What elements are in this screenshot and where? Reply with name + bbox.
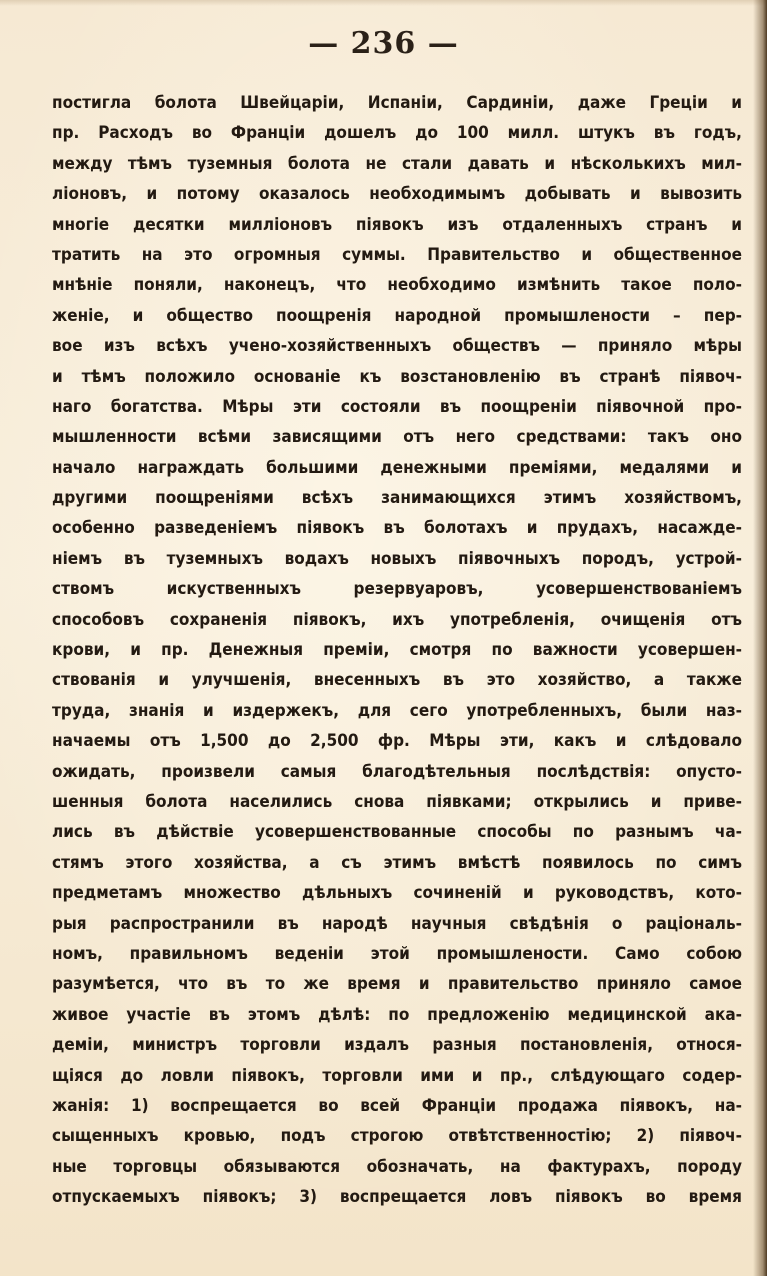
text-line: другими поощреніями всѣхъ занимающихся этимъ хозяйствомъ, — [52, 488, 742, 509]
text-line: стямъ этого хозяйства, а съ этимъ вмѣстѣ появилось по симъ — [52, 852, 742, 873]
text-line: способовъ сохраненія піявокъ, ихъ употребленія, очищенія отъ — [52, 609, 742, 630]
text-line: мнѣніе поняли, наконецъ, что необходимо измѣнить такое поло- — [52, 275, 742, 296]
text-line: щіяся до ловли піявокъ, торговли ими и пр., слѣдующаго содер- — [52, 1065, 742, 1086]
text-line: ные торговцы обязываются обозначать, на фактурахъ, породу — [52, 1156, 742, 1177]
text-line: предметамъ множество дѣльныхъ сочиненій и руководствъ, кото- — [52, 883, 742, 904]
text-line: ствованія и улучшенія, внесенныхъ въ это хозяйство, а также — [52, 670, 742, 691]
page-binding-edge — [753, 0, 767, 1276]
text-line: номъ, правильномъ веденіи этой промышлености. Само собою — [52, 943, 742, 964]
text-line: жанія: 1) воспрещается во всей Франціи продажа піявокъ, на- — [52, 1095, 742, 1116]
text-line: труда, знанія и издержекъ, для сего употребленныхъ, были наз- — [52, 700, 742, 721]
text-line: постигла болота Швейцаріи, Испаніи, Сардиніи, даже Греціи и — [52, 93, 742, 113]
text-line: ніемъ въ туземныхъ водахъ новыхъ піявочныхъ породъ, устрой- — [52, 548, 742, 569]
text-line: шенныя болота населились снова піявками; открылись и приве- — [52, 791, 742, 812]
text-line: сыщенныхъ кровью, подъ строгою отвѣтственностію; 2) піявоч- — [52, 1126, 742, 1147]
text-line: рыя распространили въ народѣ научныя свѣдѣнія о раціональ- — [52, 913, 742, 934]
page-number: — 236 — — [308, 26, 459, 61]
text-line: мышленности всѣми зависящими отъ него средствами: такъ оно — [52, 427, 742, 448]
text-line: наго богатства. Мѣры эти состояли въ поощреніи піявочной про- — [52, 396, 742, 417]
text-line: женіе, и общество поощренія народной промышлености – пер- — [52, 305, 742, 326]
text-line: разумѣется, что въ то же время и правительство приняло самое — [52, 974, 742, 995]
text-line: пр. Расходъ во Франціи дошелъ до 100 милл. штукъ въ годъ, — [52, 123, 742, 144]
text-line: и тѣмъ положило основаніе къ возстановленію въ странѣ піявоч- — [52, 366, 742, 387]
text-line: лись въ дѣйствіе усовершенствованные способы по разнымъ ча- — [52, 822, 742, 843]
text-line: многіе десятки милліоновъ піявокъ изъ отдаленныхъ странъ и — [52, 214, 742, 235]
text-line: живое участіе въ этомъ дѣлѣ: по предложенію медицинской ака- — [52, 1004, 742, 1025]
page-top-shadow — [0, 0, 767, 6]
text-line: начало награждать большими денежными преміями, медалями и — [52, 457, 742, 478]
body-text — [52, 88, 742, 1212]
text-line: начаемы отъ 1,500 до 2,500 фр. Мѣры эти, какъ и слѣдовало — [52, 731, 742, 752]
text-line: тратить на это огромныя суммы. Правительство и общественное — [52, 244, 742, 265]
text-line: крови, и пр. Денежныя преміи, смотря по важности усовершен- — [52, 640, 742, 661]
text-line: особенно разведеніемъ піявокъ въ болотахъ и прудахъ, насажде- — [52, 518, 742, 539]
text-line: деміи, министръ торговли издалъ разныя постановленія, относя- — [52, 1035, 742, 1056]
text-line: ствомъ искуственныхъ резервуаровъ, усовершенствованіемъ — [52, 579, 742, 600]
text-line: ожидать, произвели самыя благодѣтельныя послѣдствія: опусто- — [52, 761, 742, 782]
text-line: вое изъ всѣхъ учено-хозяйственныхъ обществъ — приняло мѣры — [52, 336, 742, 357]
text-line: отпускаемыхъ піявокъ; 3) воспрещается ловъ піявокъ во время — [52, 1187, 742, 1208]
text-line: между тѣмъ туземныя болота не стали давать и нѣсколькихъ мил- — [52, 153, 742, 174]
text-line: ліоновъ, и потому оказалось необходимымъ добывать и вывозить — [52, 184, 742, 205]
